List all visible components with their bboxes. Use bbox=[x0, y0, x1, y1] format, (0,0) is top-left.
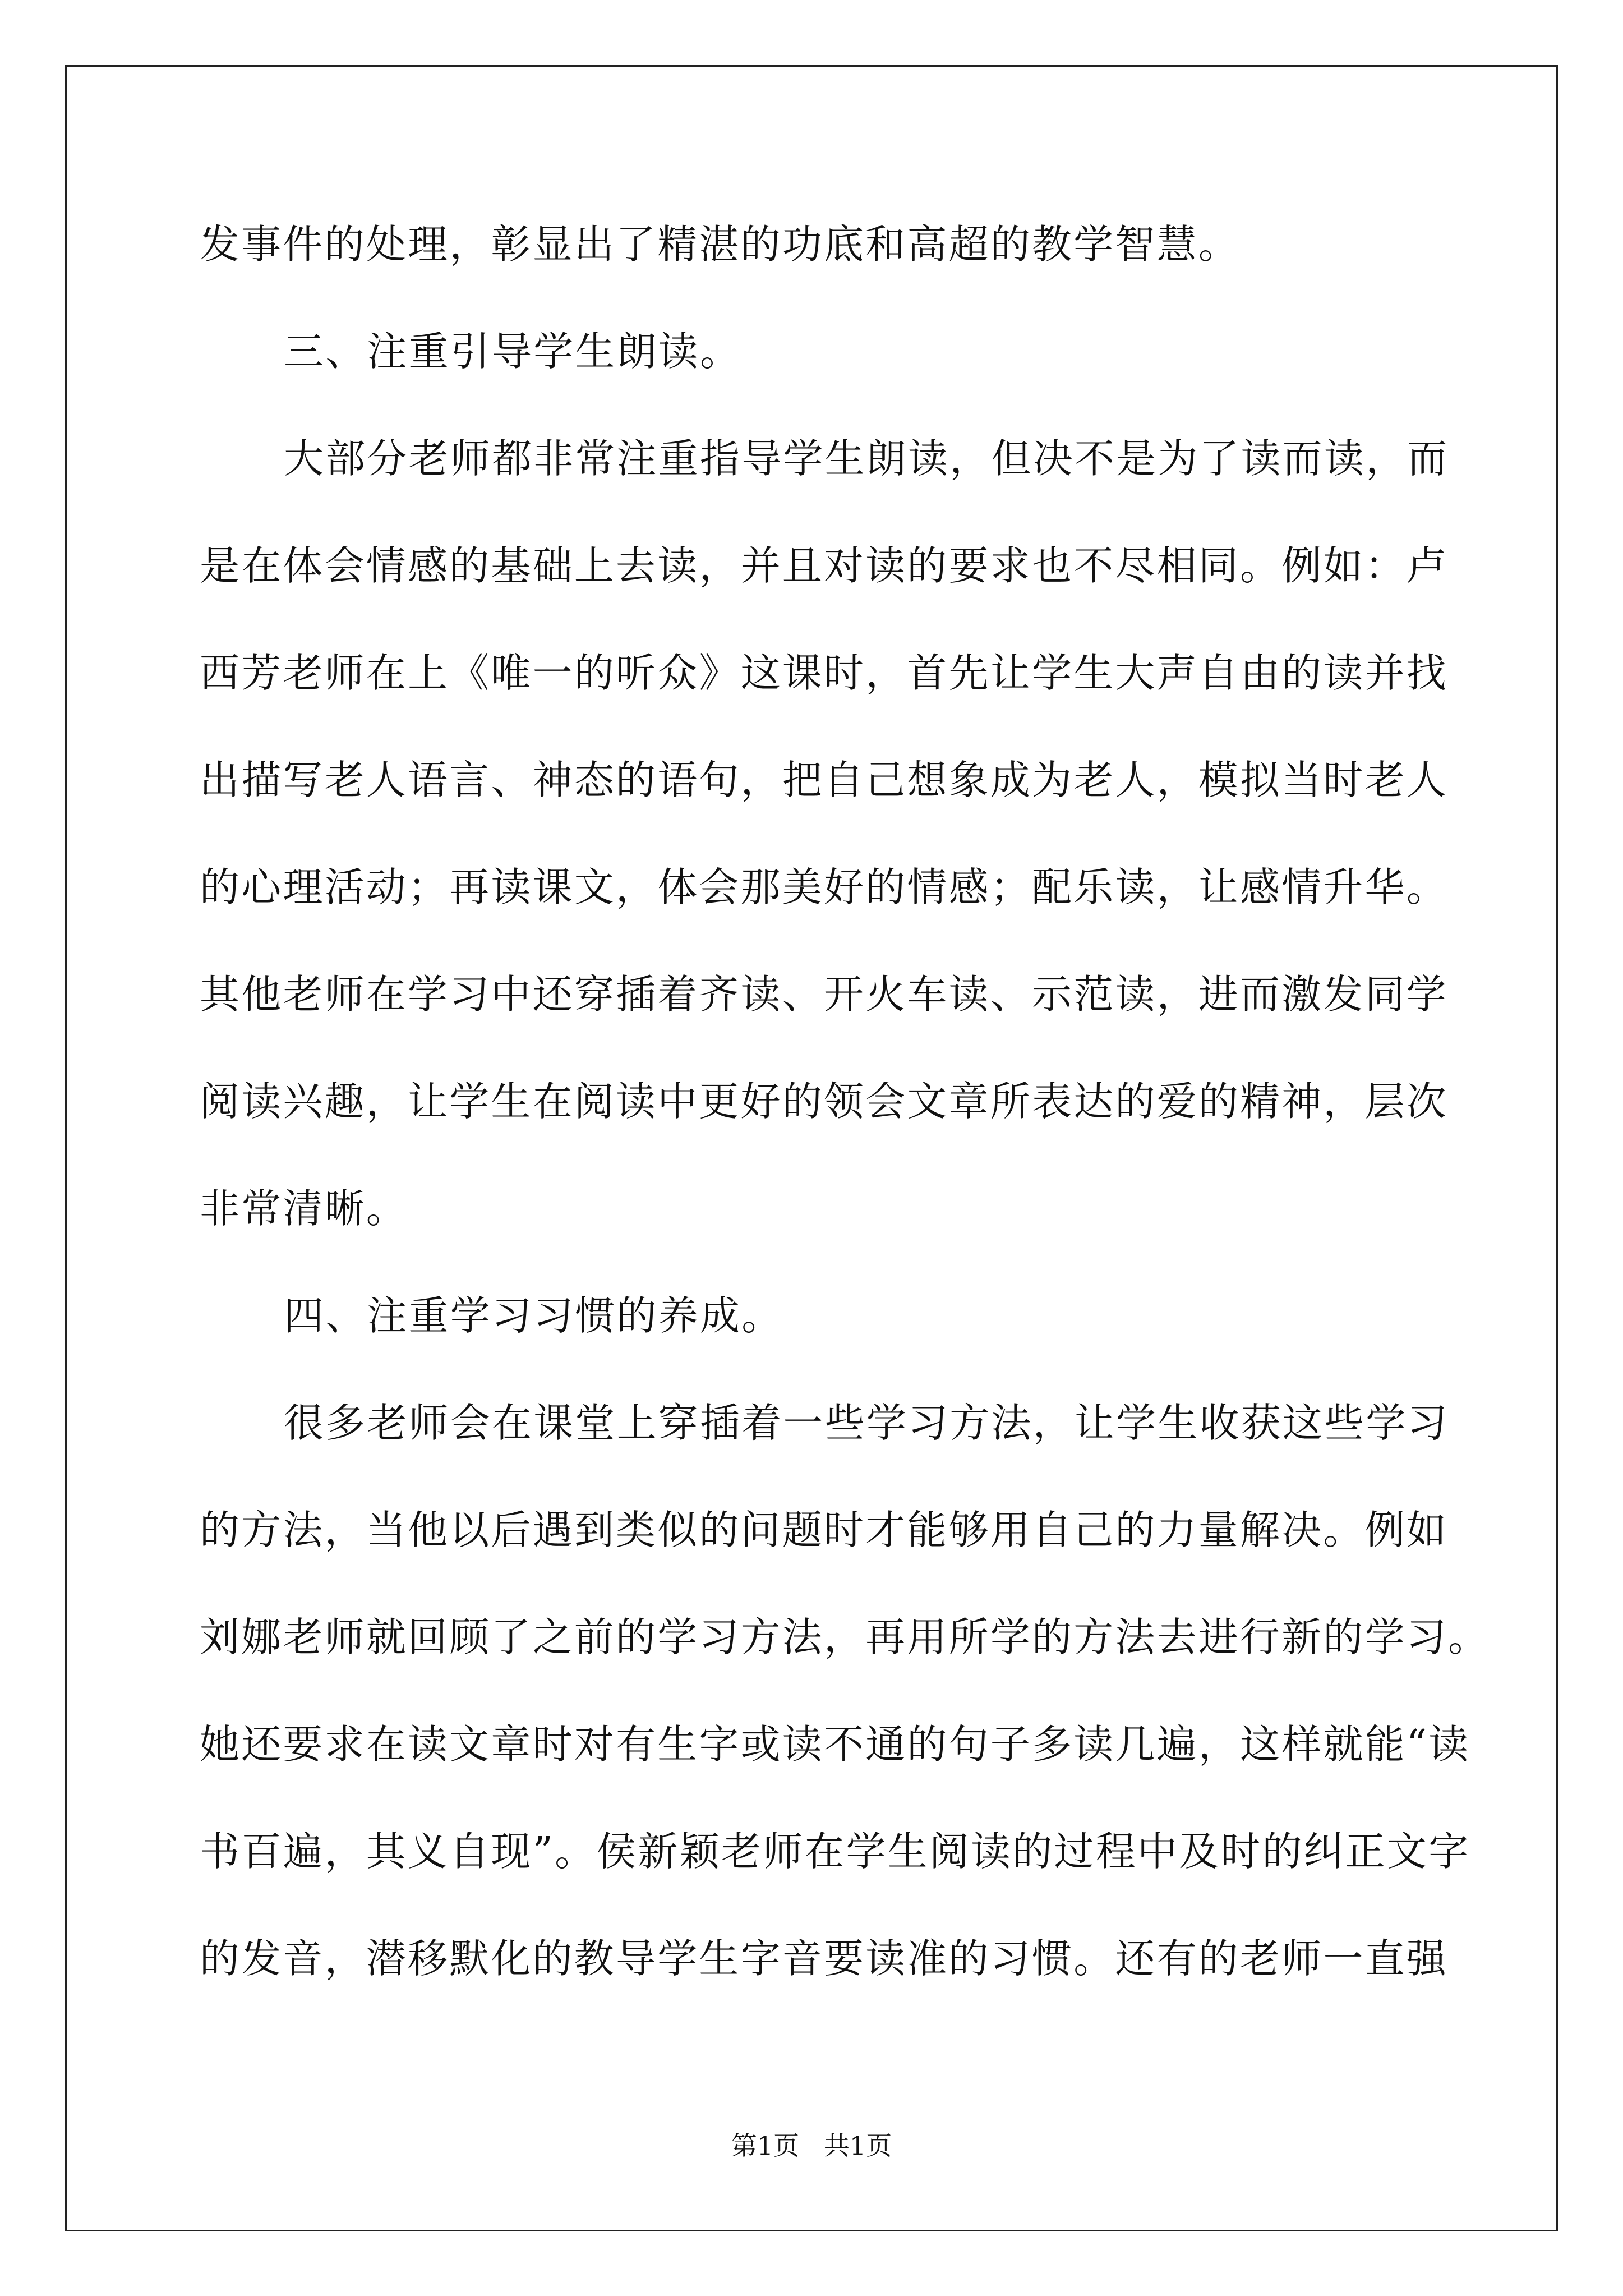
body-line: 她还要求在读文章时对有生字或读不通的句子多读几遍，这样就能“读 bbox=[200, 1721, 1470, 1768]
body-line: 非常清晰。 bbox=[200, 1185, 408, 1232]
body-line: 其他老师在学习中还穿插着齐读、开火车读、示范读，进而激发同学 bbox=[200, 971, 1449, 1018]
body-line: 书百遍，其义自现”。侯新颖老师在学生阅读的过程中及时的纠正文字 bbox=[200, 1828, 1470, 1875]
body-line: 是在体会情感的基础上去读，并且对读的要求也不尽相同。例如：卢 bbox=[200, 542, 1449, 589]
body-line: 西芳老师在上《唯一的听众》这课时，首先让学生大声自由的读并找 bbox=[200, 650, 1449, 696]
body-line: 出描写老人语言、神态的语句，把自己想象成为老人，模拟当时老人 bbox=[200, 757, 1449, 803]
section-heading: 四、注重学习习惯的养成。 bbox=[284, 1292, 783, 1339]
document-body bbox=[200, 191, 1490, 2012]
body-line: 的方法，当他以后遇到类似的问题时才能够用自己的力量解决。例如 bbox=[200, 1507, 1449, 1553]
body-line: 很多老师会在课堂上穿插着一些学习方法，让学生收获这些学习 bbox=[284, 1400, 1449, 1446]
body-line: 大部分老师都非常注重指导学生朗读，但决不是为了读而读，而 bbox=[284, 435, 1449, 482]
section-heading: 三、注重引导学生朗读。 bbox=[284, 328, 742, 375]
body-line: 的发音，潜移默化的教导学生字音要读准的习惯。还有的老师一直强 bbox=[200, 1935, 1449, 1982]
body-line: 发事件的处理，彰显出了精湛的功底和高超的教学智慧。 bbox=[200, 221, 1241, 268]
body-line: 的心理活动；再读课文，体会那美好的情感；配乐读，让感情升华。 bbox=[200, 864, 1449, 910]
body-line: 阅读兴趣，让学生在阅读中更好的领会文章所表达的爱的精神，层次 bbox=[200, 1078, 1449, 1125]
body-line: 刘娜老师就回顾了之前的学习方法，再用所学的方法去进行新的学习。 bbox=[200, 1614, 1490, 1660]
page-footer: 第1页 共1页 bbox=[731, 2131, 892, 2161]
